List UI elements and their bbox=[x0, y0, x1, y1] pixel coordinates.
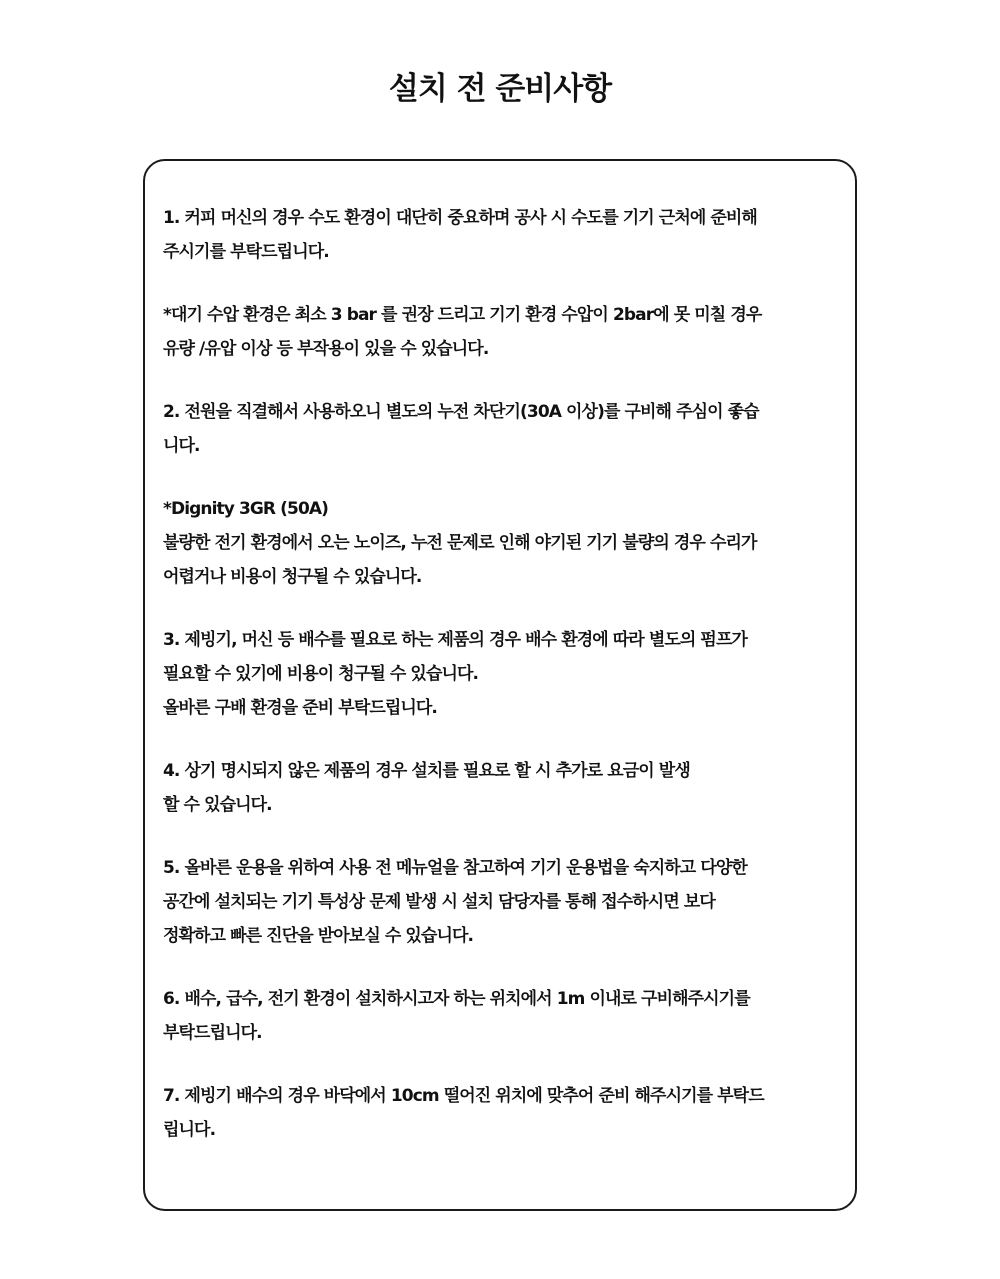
notice-item-4 bbox=[163, 754, 837, 822]
page-title: 설치 전 준비사항 bbox=[388, 71, 612, 107]
notice-item-2 bbox=[163, 395, 837, 463]
notice-line: *대기 수압 환경은 최소 3 bar 를 권장 드리고 기기 환경 수압이 2bar에 못 미칠 경우 bbox=[163, 305, 762, 325]
notice-line: 어렵거나 비용이 청구될 수 있습니다. bbox=[163, 567, 422, 587]
notice-item-1 bbox=[163, 201, 837, 269]
notice-line: 1. 커피 머신의 경우 수도 환경이 대단히 중요하며 공사 시 수도를 기기 근처에 준비해 bbox=[163, 208, 757, 228]
notice-line: 정확하고 빠른 진단을 받아보실 수 있습니다. bbox=[163, 926, 474, 946]
notice-line: 할 수 있습니다. bbox=[163, 795, 272, 815]
notice-line: 2. 전원을 직결해서 사용하오니 별도의 누전 차단기(30A 이상)를 구비해 주심이 좋습 bbox=[163, 402, 759, 422]
notice-line: *Dignity 3GR (50A) bbox=[163, 499, 328, 519]
notice-line: 4. 상기 명시되지 않은 제품의 경우 설치를 필요로 할 시 추가로 요금이 발생 bbox=[163, 761, 690, 781]
notice-box bbox=[143, 159, 857, 1211]
notice-item-3 bbox=[163, 623, 837, 725]
notice-line: 주시기를 부탁드립니다. bbox=[163, 242, 329, 262]
notice-line: 6. 배수, 급수, 전기 환경이 설치하시고자 하는 위치에서 1m 이내로 구비해주시기를 bbox=[163, 989, 750, 1009]
notice-line: 유량 /유압 이상 등 부작용이 있을 수 있습니다. bbox=[163, 339, 489, 359]
notice-item-7 bbox=[163, 1079, 837, 1147]
notice-line: 립니다. bbox=[163, 1120, 216, 1140]
notice-line: 5. 올바른 운용을 위하여 사용 전 메뉴얼을 참고하여 기기 운용법을 숙지하고 다양한 bbox=[163, 858, 747, 878]
notice-line: 불량한 전기 환경에서 오는 노이즈, 누전 문제로 인해 야기된 기기 불량의 경우 수리가 bbox=[163, 533, 757, 553]
notice-line: 공간에 설치되는 기기 특성상 문제 발생 시 설치 담당자를 통해 접수하시면 보다 bbox=[163, 892, 715, 912]
notice-item-6 bbox=[163, 982, 837, 1050]
notice-item-5 bbox=[163, 851, 837, 953]
notice-line: 니다. bbox=[163, 436, 200, 456]
notice-line: 필요할 수 있기에 비용이 청구될 수 있습니다. bbox=[163, 664, 479, 684]
notice-line: 3. 제빙기, 머신 등 배수를 필요로 하는 제품의 경우 배수 환경에 따라 별도의 펌프가 bbox=[163, 630, 747, 650]
notice-item-power-note bbox=[163, 492, 837, 594]
notice-line: 7. 제빙기 배수의 경우 바닥에서 10cm 떨어진 위치에 맞추어 준비 해주시기를 부탁드 bbox=[163, 1086, 764, 1106]
notice-line: 올바른 구배 환경을 준비 부탁드립니다. bbox=[163, 698, 437, 718]
notice-line: 부탁드립니다. bbox=[163, 1023, 262, 1043]
notice-item-water-pressure-note bbox=[163, 298, 837, 366]
